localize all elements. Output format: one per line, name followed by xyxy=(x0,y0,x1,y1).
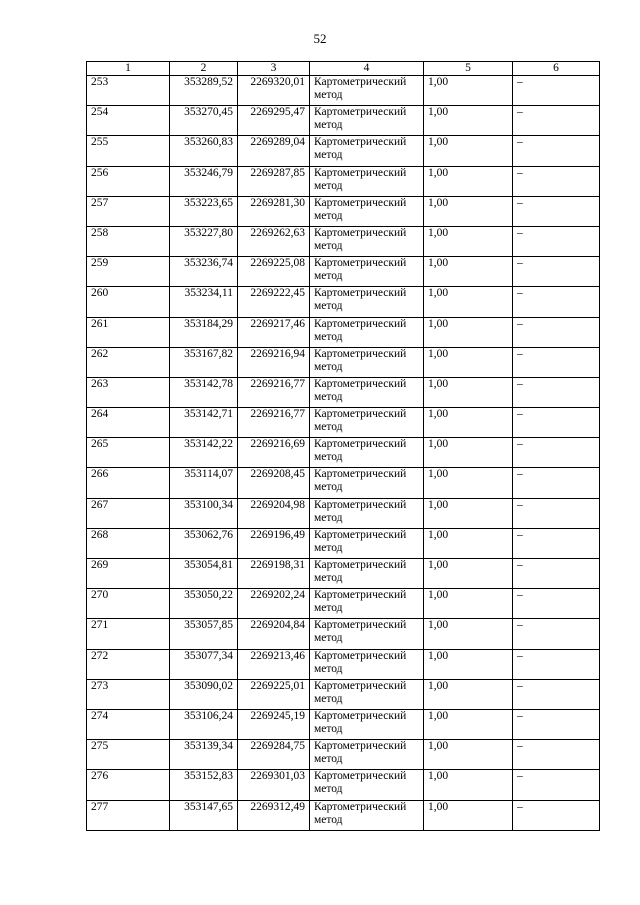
x-coordinate-cell: 353184,29 xyxy=(170,317,238,347)
y-coordinate-cell: 2269262,63 xyxy=(238,226,310,256)
point-number-cell: 270 xyxy=(87,589,170,619)
point-number-cell: 258 xyxy=(87,226,170,256)
method-cell: Картометрический метод xyxy=(310,649,424,679)
method-cell: Картометрический метод xyxy=(310,679,424,709)
table-row xyxy=(87,709,600,739)
method-cell: Картометрический метод xyxy=(310,528,424,558)
error-cell: 1,00 xyxy=(424,770,513,800)
y-coordinate-cell: 2269284,75 xyxy=(238,740,310,770)
error-cell: 1,00 xyxy=(424,709,513,739)
x-coordinate-cell: 353167,82 xyxy=(170,347,238,377)
point-number-cell: 253 xyxy=(87,76,170,106)
x-coordinate-cell: 353050,22 xyxy=(170,589,238,619)
method-cell: Картометрический метод xyxy=(310,800,424,830)
note-cell: – xyxy=(513,740,600,770)
note-cell: – xyxy=(513,226,600,256)
error-cell: 1,00 xyxy=(424,287,513,317)
method-cell: Картометрический метод xyxy=(310,226,424,256)
y-coordinate-cell: 2269289,04 xyxy=(238,136,310,166)
method-cell: Картометрический метод xyxy=(310,619,424,649)
y-coordinate-cell: 2269216,94 xyxy=(238,347,310,377)
point-number-cell: 254 xyxy=(87,106,170,136)
x-coordinate-cell: 353054,81 xyxy=(170,559,238,589)
x-coordinate-cell: 353077,34 xyxy=(170,649,238,679)
table-row xyxy=(87,408,600,438)
x-coordinate-cell: 353270,45 xyxy=(170,106,238,136)
error-cell: 1,00 xyxy=(424,468,513,498)
table-row xyxy=(87,196,600,226)
error-cell: 1,00 xyxy=(424,106,513,136)
table-row xyxy=(87,106,600,136)
table-row xyxy=(87,438,600,468)
x-coordinate-cell: 353062,76 xyxy=(170,528,238,558)
column-header: 2 xyxy=(170,62,238,76)
method-cell: Картометрический метод xyxy=(310,136,424,166)
y-coordinate-cell: 2269202,24 xyxy=(238,589,310,619)
table-row xyxy=(87,649,600,679)
point-number-cell: 277 xyxy=(87,800,170,830)
table-header-row xyxy=(87,62,600,76)
error-cell: 1,00 xyxy=(424,317,513,347)
method-cell: Картометрический метод xyxy=(310,740,424,770)
note-cell: – xyxy=(513,166,600,196)
point-number-cell: 257 xyxy=(87,196,170,226)
method-cell: Картометрический метод xyxy=(310,76,424,106)
table-row xyxy=(87,740,600,770)
column-header: 5 xyxy=(424,62,513,76)
table-row xyxy=(87,559,600,589)
y-coordinate-cell: 2269216,77 xyxy=(238,377,310,407)
error-cell: 1,00 xyxy=(424,679,513,709)
table-row xyxy=(87,226,600,256)
point-number-cell: 273 xyxy=(87,679,170,709)
table-row xyxy=(87,166,600,196)
point-number-cell: 259 xyxy=(87,257,170,287)
x-coordinate-cell: 353234,11 xyxy=(170,287,238,317)
note-cell: – xyxy=(513,438,600,468)
note-cell: – xyxy=(513,528,600,558)
error-cell: 1,00 xyxy=(424,377,513,407)
note-cell: – xyxy=(513,709,600,739)
point-number-cell: 263 xyxy=(87,377,170,407)
error-cell: 1,00 xyxy=(424,438,513,468)
method-cell: Картометрический метод xyxy=(310,287,424,317)
error-cell: 1,00 xyxy=(424,136,513,166)
y-coordinate-cell: 2269198,31 xyxy=(238,559,310,589)
point-number-cell: 256 xyxy=(87,166,170,196)
error-cell: 1,00 xyxy=(424,649,513,679)
x-coordinate-cell: 353147,65 xyxy=(170,800,238,830)
point-number-cell: 264 xyxy=(87,408,170,438)
y-coordinate-cell: 2269295,47 xyxy=(238,106,310,136)
note-cell: – xyxy=(513,317,600,347)
note-cell: – xyxy=(513,619,600,649)
point-number-cell: 262 xyxy=(87,347,170,377)
y-coordinate-cell: 2269222,45 xyxy=(238,287,310,317)
y-coordinate-cell: 2269204,84 xyxy=(238,619,310,649)
note-cell: – xyxy=(513,559,600,589)
method-cell: Картометрический метод xyxy=(310,709,424,739)
y-coordinate-cell: 2269320,01 xyxy=(238,76,310,106)
point-number-cell: 274 xyxy=(87,709,170,739)
point-number-cell: 265 xyxy=(87,438,170,468)
y-coordinate-cell: 2269216,69 xyxy=(238,438,310,468)
method-cell: Картометрический метод xyxy=(310,408,424,438)
method-cell: Картометрический метод xyxy=(310,317,424,347)
x-coordinate-cell: 353100,34 xyxy=(170,498,238,528)
method-cell: Картометрический метод xyxy=(310,166,424,196)
y-coordinate-cell: 2269204,98 xyxy=(238,498,310,528)
x-coordinate-cell: 353142,22 xyxy=(170,438,238,468)
table-row xyxy=(87,377,600,407)
note-cell: – xyxy=(513,679,600,709)
x-coordinate-cell: 353152,83 xyxy=(170,770,238,800)
y-coordinate-cell: 2269312,49 xyxy=(238,800,310,830)
note-cell: – xyxy=(513,347,600,377)
table-row xyxy=(87,317,600,347)
error-cell: 1,00 xyxy=(424,76,513,106)
point-number-cell: 266 xyxy=(87,468,170,498)
table-row xyxy=(87,287,600,317)
method-cell: Картометрический метод xyxy=(310,498,424,528)
error-cell: 1,00 xyxy=(424,528,513,558)
column-header: 1 xyxy=(87,62,170,76)
note-cell: – xyxy=(513,800,600,830)
y-coordinate-cell: 2269287,85 xyxy=(238,166,310,196)
note-cell: – xyxy=(513,649,600,679)
table-row xyxy=(87,528,600,558)
note-cell: – xyxy=(513,257,600,287)
y-coordinate-cell: 2269217,46 xyxy=(238,317,310,347)
table-row xyxy=(87,619,600,649)
note-cell: – xyxy=(513,287,600,317)
y-coordinate-cell: 2269225,01 xyxy=(238,679,310,709)
x-coordinate-cell: 353236,74 xyxy=(170,257,238,287)
x-coordinate-cell: 353142,71 xyxy=(170,408,238,438)
x-coordinate-cell: 353106,24 xyxy=(170,709,238,739)
method-cell: Картометрический метод xyxy=(310,589,424,619)
error-cell: 1,00 xyxy=(424,257,513,287)
method-cell: Картометрический метод xyxy=(310,377,424,407)
error-cell: 1,00 xyxy=(424,226,513,256)
note-cell: – xyxy=(513,468,600,498)
note-cell: – xyxy=(513,589,600,619)
y-coordinate-cell: 2269213,46 xyxy=(238,649,310,679)
y-coordinate-cell: 2269245,19 xyxy=(238,709,310,739)
method-cell: Картометрический метод xyxy=(310,106,424,136)
table-row xyxy=(87,257,600,287)
x-coordinate-cell: 353142,78 xyxy=(170,377,238,407)
note-cell: – xyxy=(513,408,600,438)
x-coordinate-cell: 353114,07 xyxy=(170,468,238,498)
method-cell: Картометрический метод xyxy=(310,559,424,589)
point-number-cell: 268 xyxy=(87,528,170,558)
page-number: 52 xyxy=(313,31,327,46)
y-coordinate-cell: 2269301,03 xyxy=(238,770,310,800)
error-cell: 1,00 xyxy=(424,589,513,619)
note-cell: – xyxy=(513,76,600,106)
point-number-cell: 272 xyxy=(87,649,170,679)
y-coordinate-cell: 2269281,30 xyxy=(238,196,310,226)
x-coordinate-cell: 353227,80 xyxy=(170,226,238,256)
x-coordinate-cell: 353090,02 xyxy=(170,679,238,709)
note-cell: – xyxy=(513,106,600,136)
table-row xyxy=(87,800,600,830)
method-cell: Картометрический метод xyxy=(310,770,424,800)
point-number-cell: 275 xyxy=(87,740,170,770)
table-row xyxy=(87,589,600,619)
method-cell: Картометрический метод xyxy=(310,438,424,468)
method-cell: Картометрический метод xyxy=(310,347,424,377)
table-row xyxy=(87,347,600,377)
x-coordinate-cell: 353223,65 xyxy=(170,196,238,226)
note-cell: – xyxy=(513,196,600,226)
point-number-cell: 269 xyxy=(87,559,170,589)
error-cell: 1,00 xyxy=(424,347,513,377)
note-cell: – xyxy=(513,136,600,166)
table-row xyxy=(87,136,600,166)
point-number-cell: 271 xyxy=(87,619,170,649)
table-row xyxy=(87,498,600,528)
x-coordinate-cell: 353260,83 xyxy=(170,136,238,166)
table-row xyxy=(87,679,600,709)
note-cell: – xyxy=(513,377,600,407)
table-row xyxy=(87,468,600,498)
point-number-cell: 260 xyxy=(87,287,170,317)
note-cell: – xyxy=(513,498,600,528)
error-cell: 1,00 xyxy=(424,740,513,770)
method-cell: Картометрический метод xyxy=(310,468,424,498)
method-cell: Картометрический метод xyxy=(310,196,424,226)
y-coordinate-cell: 2269208,45 xyxy=(238,468,310,498)
x-coordinate-cell: 353139,34 xyxy=(170,740,238,770)
x-coordinate-cell: 353057,85 xyxy=(170,619,238,649)
error-cell: 1,00 xyxy=(424,196,513,226)
column-header: 3 xyxy=(238,62,310,76)
point-number-cell: 276 xyxy=(87,770,170,800)
table-row xyxy=(87,76,600,106)
error-cell: 1,00 xyxy=(424,166,513,196)
y-coordinate-cell: 2269196,49 xyxy=(238,528,310,558)
y-coordinate-cell: 2269216,77 xyxy=(238,408,310,438)
x-coordinate-cell: 353289,52 xyxy=(170,76,238,106)
table-row xyxy=(87,770,600,800)
point-number-cell: 261 xyxy=(87,317,170,347)
note-cell: – xyxy=(513,770,600,800)
y-coordinate-cell: 2269225,08 xyxy=(238,257,310,287)
column-header: 4 xyxy=(310,62,424,76)
x-coordinate-cell: 353246,79 xyxy=(170,166,238,196)
error-cell: 1,00 xyxy=(424,559,513,589)
error-cell: 1,00 xyxy=(424,619,513,649)
column-header: 6 xyxy=(513,62,600,76)
error-cell: 1,00 xyxy=(424,498,513,528)
point-number-cell: 255 xyxy=(87,136,170,166)
point-number-cell: 267 xyxy=(87,498,170,528)
method-cell: Картометрический метод xyxy=(310,257,424,287)
error-cell: 1,00 xyxy=(424,408,513,438)
error-cell: 1,00 xyxy=(424,800,513,830)
coordinates-table xyxy=(86,61,600,831)
